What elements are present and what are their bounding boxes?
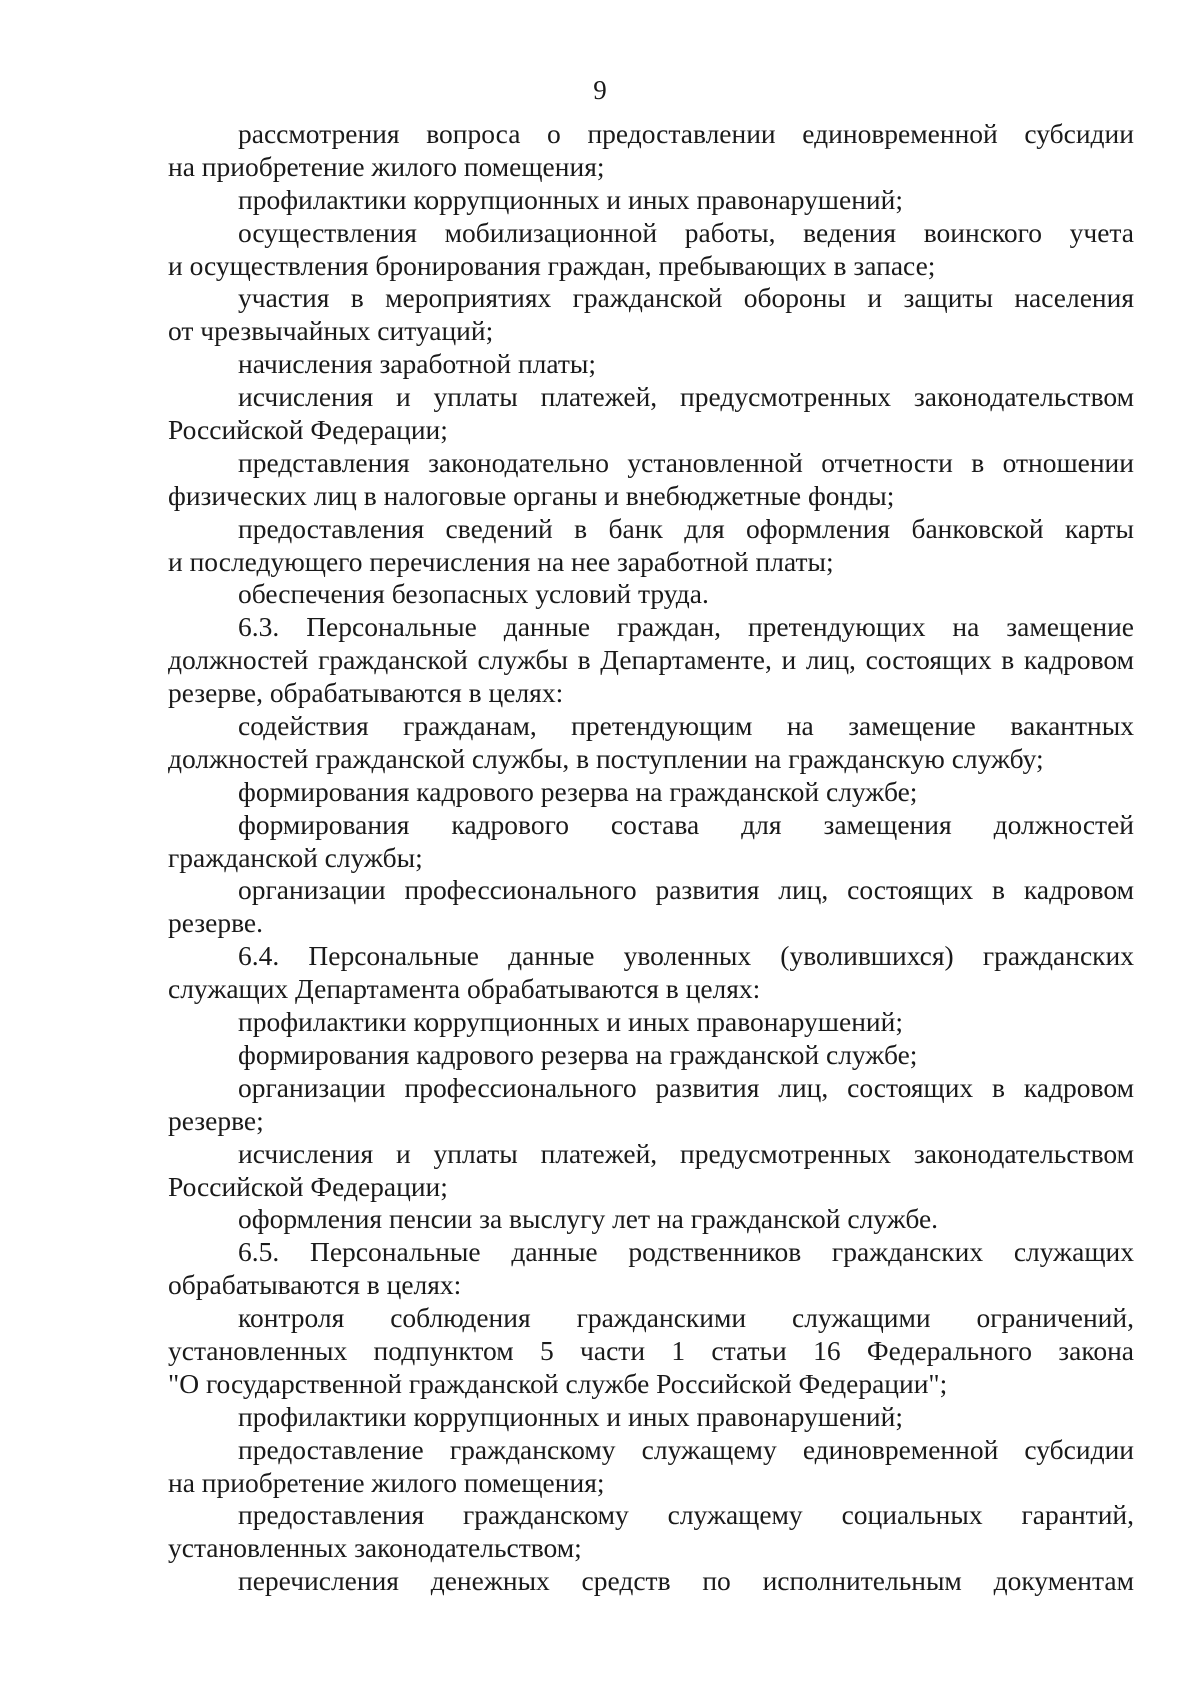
- text-line: начисления заработной платы;: [238, 348, 597, 380]
- text-line: формирования кадрового резерва на гражданской службе;: [238, 775, 918, 807]
- text-line: профилактики коррупционных и иных правонарушений;: [238, 1006, 903, 1038]
- document-body: [168, 118, 1134, 1598]
- text-line: резерве, обрабатываются в целях:: [168, 677, 564, 709]
- text-line: формирования кадрового резерва на гражданской службе;: [238, 1038, 918, 1070]
- text-line: от чрезвычайных ситуаций;: [168, 315, 494, 347]
- text-line: и последующего перечисления на нее заработной платы;: [168, 545, 834, 577]
- text-line: 6.4. Персональные данные уволенных (уволившихся) гражданских: [238, 940, 1134, 972]
- text-line: должностей гражданской службы в Департаменте, и лиц, состоящих в кадровом: [168, 644, 1134, 676]
- text-line: рассмотрения вопроса о предоставлении единовременной субсидии: [238, 118, 1134, 149]
- text-line: формирования кадрового состава для замещения должностей: [238, 808, 1134, 840]
- text-line: контроля соблюдения гражданскими служащими ограничений,: [238, 1302, 1134, 1334]
- text-line: "О государственной гражданской службе Российской Федерации";: [168, 1367, 948, 1399]
- text-line: представления законодательно установленной отчетности в отношении: [238, 446, 1134, 478]
- text-line: Российской Федерации;: [168, 414, 448, 446]
- text-line: профилактики коррупционных и иных правонарушений;: [238, 183, 903, 215]
- text-line: резерве;: [168, 1104, 264, 1136]
- text-line: обрабатываются в целях:: [168, 1269, 462, 1301]
- text-line: на приобретение жилого помещения;: [168, 1466, 605, 1498]
- text-line: предоставление гражданскому служащему единовременной субсидии: [238, 1433, 1134, 1465]
- text-line: осуществления мобилизационной работы, ведения воинского учета: [238, 216, 1134, 248]
- text-line: должностей гражданской службы, в поступлении на гражданскую службу;: [168, 742, 1044, 774]
- page-number: 9: [593, 75, 607, 105]
- text-line: профилактики коррупционных и иных правонарушений;: [238, 1400, 903, 1432]
- text-line: 6.3. Персональные данные граждан, претендующих на замещение: [238, 611, 1134, 643]
- text-line: и осуществления бронирования граждан, пребывающих в запасе;: [168, 249, 936, 281]
- text-line: на приобретение жилого помещения;: [168, 150, 605, 182]
- text-line: содействия гражданам, претендующим на замещение вакантных: [238, 710, 1134, 742]
- text-line: исчисления и уплаты платежей, предусмотренных законодательством: [238, 1137, 1134, 1169]
- text-line: предоставления сведений в банк для оформления банковской карты: [238, 512, 1134, 544]
- text-line: установленных законодательством;: [168, 1532, 582, 1564]
- text-line: резерве.: [168, 907, 264, 939]
- text-line: оформления пенсии за выслугу лет на гражданской службе.: [238, 1203, 939, 1235]
- text-line: предоставления гражданскому служащему социальных гарантий,: [238, 1499, 1134, 1531]
- text-line: служащих Департамента обрабатываются в целях:: [168, 973, 761, 1005]
- text-line: обеспечения безопасных условий труда.: [238, 578, 709, 610]
- text-line: физических лиц в налоговые органы и внебюджетные фонды;: [168, 479, 895, 511]
- text-line: 6.5. Персональные данные родственников гражданских служащих: [238, 1236, 1134, 1268]
- text-line: Российской Федерации;: [168, 1170, 448, 1202]
- text-line: гражданской службы;: [168, 841, 423, 873]
- text-line: участия в мероприятиях гражданской обороны и защиты населения: [238, 282, 1134, 314]
- text-line: перечисления денежных средств по исполнительным документам: [238, 1565, 1134, 1597]
- text-line: исчисления и уплаты платежей, предусмотренных законодательством: [238, 381, 1134, 413]
- text-line: организации профессионального развития лиц, состоящих в кадровом: [238, 1071, 1134, 1103]
- text-line: организации профессионального развития лиц, состоящих в кадровом: [238, 874, 1134, 906]
- text-line: установленных подпунктом 5 части 1 статьи 16 Федерального закона: [168, 1334, 1134, 1366]
